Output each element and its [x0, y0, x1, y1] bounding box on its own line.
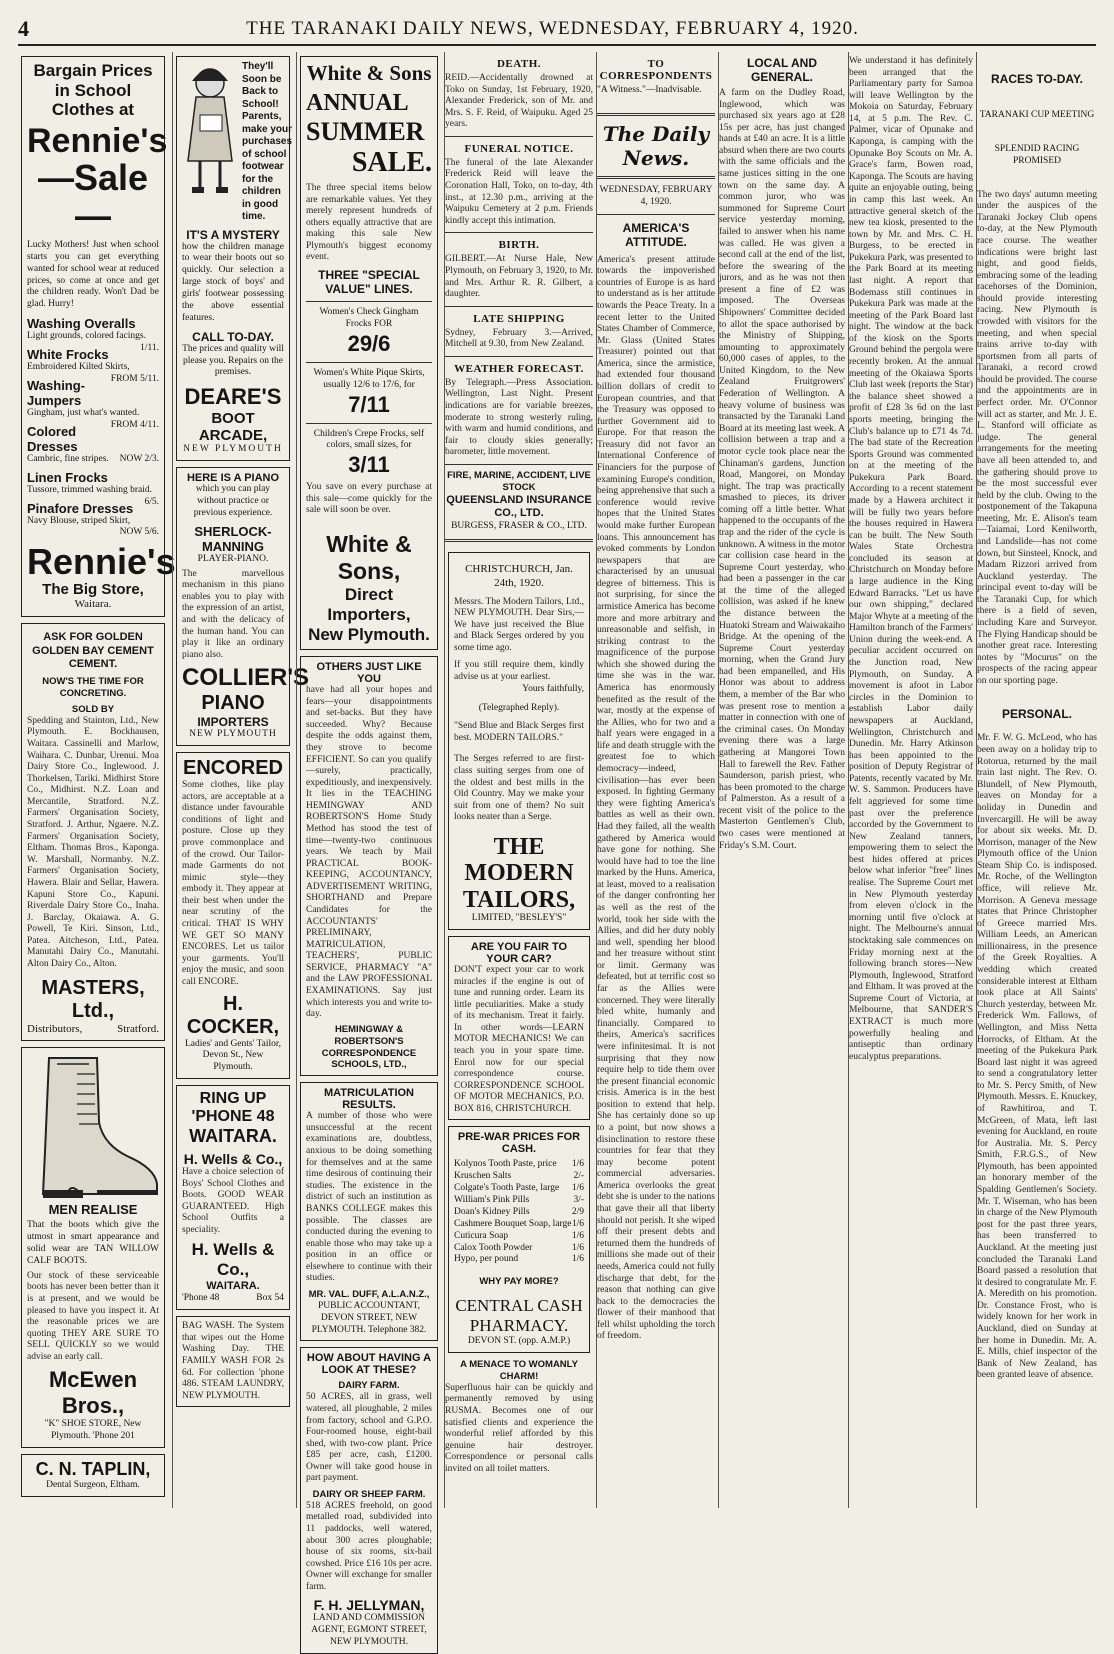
rennies-item-desc: Tussore, trimmed washing braid. 6/5.: [27, 484, 159, 507]
rennies-item-desc: Cambric, fine stripes. NOW 2/3.: [27, 453, 159, 464]
death-heading: DEATH.: [496, 58, 542, 70]
personal-body: Mr. F. W. G. McLeod, who has been away on a holiday trip to Rotorua, returned by the mail train last night. The Rev. O. Blundell, of New Plymouth, leaves on Monday for a holiday in Dunedin and Invercargill. He will be away for about six weeks. Mr. D. Morrison, manager of the New Plymouth office of the Union Steam Ship Co. is indisposed. Mr. Roche, of the Wellington office, will relieve Mr. Morrison. A Geneva message states that Prince Christopher of Greece married Mrs. William Leeds, an American millionairess, in the presence of the Greek Royalties. A wedding which created considerable interest at Eltham took place at All Saints' Church yesterday, between Mr. Frederick Wm. Fallows, of Wellington, and Miss Netta Horrocks, of Eltham. At the meeting of the Pukekura Park Board last night it was agreed to send a congratulatory letter to Mr. S. Percy Smith, of New Plymouth. Messrs. E. Knuckey, of Rawhitiroa, and T. McGreen, of Mata, left last evening for Auckland, en route for Australia. Mr. S. Percy Smith, F.R.G.S., of New Plymouth, has been appointed an honorary member of the Spalding Gentlemen's Society. Mr. T. Wiseman, who has been in charge of the New Plymouth post for the past three years, has been transferred to Auckland. At the meeting just concluded the Taranaki Land Board passed a resolution that it desired to congratulate Mr. F. A. Meredith on his promotion. Dr. Constance Frost, who is widely known for her work in Auckland, died on Sunday at her home in Dunedin. Mr. A. E. Mills, chief inspector of the Bank of New Zealand, has been granted leave of absence.: [977, 733, 1097, 1381]
mcewen-sub: "K" SHOE STORE, New Plymouth. 'Phone 201: [44, 1419, 142, 1442]
white-sons-town: New Plymouth.: [308, 625, 430, 645]
piano-body: The marvellous mechanism in this piano enables you to play with the expression of an artist, and with the delicacy of the human hand. You can play it like an ordinary piano also.: [182, 568, 284, 660]
deares-name: DEARE'S: [184, 384, 282, 410]
menace-body: Superfluous hair can be quickly and permanently removed by using RUSMA. Becomes one of our satisfied clients and experience the wonderful relief afforded by this genuine hair destroyer. Correspondence or personal calls invited on all toilet matters.: [445, 1382, 593, 1474]
call-today: CALL TO-DAY.: [192, 329, 274, 344]
local-general-heading: LOCAL AND GENERAL.: [747, 56, 817, 84]
hemingway-advert: [300, 656, 438, 1076]
rennies-item-name: Colored Dresses: [27, 423, 78, 454]
mcewen-bros: McEwen Bros.,: [48, 1367, 138, 1419]
price-row: Colgate's Tooth Paste, large 1/6: [454, 1183, 584, 1194]
editorial-body: America's present attitude towards the impoverished countries of Europe is as hard to understand as is her attitude towards the Peace Treaty. In a recent letter to the United States Chamber of Commerce, Mr. Glass (United States Treasurer) pointed out that America, since the armistice, had extended four thousand billion dollars of credit to European countries, and that the Treasury was opposed to further Government aid to Europe. For that reason the Treasury did not favor an International Conference of Financiers for the purpose of examining Europe's condition, being apprehensive that such a conference would revive hopes that the United States would make further European loans. This announcement has evoked comments by London newspapers that are characterised by an unusual degree of bitterness. This is not surprising, for since the armistice America has become more and more arbitrary and unreasonable and selfish, in striking contrast to the magnificence of the purpose which she showed during the time she was in the war. America has enormously benefited as the result of the war, mostly at the expense of the Allies, who for two and a half years were engaged in a life and death struggle with the greatest foe to which democracy—indeed, civilisation—has ever been exposed. In fighting Germany they were fighting America's battles as well as their own. Had they failed, all the wealth gathered by America would have gone for nothing. She would have had to toe the line marked by the Huns. America, at least, moved to a realisation of the danger confronting her as well as the rest of the world, took her side with the Allies, and did her duty nobly and well, spending her blood and her treasure without stint or limit. Germany was defeated, but at terrific cost so far as the Allies were concerned. They were literally bled white, humanly and financially. Compared to theirs, America's sacrifices were infinitesimal. It is not surprising that they now require help to tide them over the present financial economic crisis. America is in the best position to extend that help. She has certainly done so up to a point, but now shows a disinclination to restore these countries for fear that they may become potent commercial adversaries. America overlooks the great debt she is under to the nations that gave their all that liberty should not perish. It she wiped off their present debts and returned them the hundreds of millions she made out of their needs, America could not fully discharge that debt, for the reason that nothing can give back to the democracies the flower of their manhood that fell whilst upholding the torch of freedom.: [597, 254, 715, 1342]
deares-town: NEW PLYMOUTH: [183, 444, 283, 455]
dairy-farm: DAIRY FARM.: [338, 1380, 400, 1392]
pharmacy-address: DEVON ST. (opp. A.M.P.): [467, 1336, 571, 1347]
white-sons-name-2: White & Sons,: [326, 531, 412, 585]
colliers-piano: PIANO: [201, 692, 265, 715]
christchurch-dateline: CHRISTCHURCH, Jan. 24th, 1920.: [465, 563, 573, 589]
price-row: Cuticura Soap 1/6: [454, 1230, 584, 1241]
pharmacy-advert: [448, 1126, 590, 1353]
golden-bay-cement-advert: [21, 623, 165, 1041]
bag-wash-advert: [176, 1316, 290, 1407]
column-races-personal: [976, 52, 1097, 1508]
rennies-store-name-2: Rennie's: [27, 541, 176, 583]
schoolgirl-illustration-icon: [182, 61, 238, 201]
call-sub: The prices and quality will please you. Repairs on the premises.: [182, 343, 284, 378]
wells-body: Have a choice selection of Boys' School Clothes and Boots. GOOD WEAR GUARANTEED. High School Outfits a speciality.: [182, 1167, 284, 1236]
sale-outro: You save on every purchase at this sale—come quickly for the sale will soon be over.: [306, 482, 432, 516]
price-list: [454, 1159, 584, 1266]
price-row: Calox Tooth Powder 1/6: [454, 1242, 584, 1253]
stockist-list: Spedding and Stainton, Ltd., New Plymouth. E. Bockhausen, Waitara. Cassinelli and Marlow, Waihara. C. Dunbar, Urenui. Moa Dairy Store Co., Inglewood. J. Thorkelsen, Tariki. Midhirst Store Co., Midhirst. N.Z. Loan and Mercantile, Stratford. N.Z. Farmers' Organisation Society, Stratford. J. Arthur, Ngaere. N.Z. Farmers' Organisation Society, Eltham. Thomas Bros., Kaponga. W. Marshall, Normanby. N.Z. Farmers' Organisation Society, Hawera. Blair and Sellar, Hawera. Kapuni Store Co., Kapuni. Riverdale Dairy Store Co., Inaha. J. Barclay, Okaiawa. A. G. Powell, Te Kiri. Sinson, Ltd., Patea. Aitcheson, Ltd., Patea. Manutahi Dairy Co., Manutahi. Alton Dairy Co., Alton.: [27, 715, 159, 969]
queensland-insurance: QUEENSLAND INSURANCE CO., LTD.: [446, 493, 592, 520]
motor-school-body: DON'T expect your car to work miracles if the engine is out of tune and running order. Learn its little peculiarities. Make a study of its mechanism. Treat it fairly. In other words—LEARN MOTOR MECHANICS! We can teach you in your spare time. Enrol now for our special correspondence course. CORRESPONDENCE SCHOOL OF MOTOR MECHANICS, P.O. BOX 816, CHRISTCHURCH.: [454, 964, 584, 1114]
others-heading: OTHERS JUST LIKE YOU: [316, 661, 422, 686]
mcewen-boots-advert: [21, 1047, 165, 1448]
serges-body: The Serges referred to are first-class suiting serges from one of the oldest and best mills in the Old Country. May we make your suit from one of them? No suit looks neater than a Serge.: [454, 754, 584, 823]
mystery-text: how the children manage to wear their boots out so quickly. Our selection a large stock of boys' and girls' footwear possessing the above essential features.: [182, 241, 284, 323]
column-news-continued: [848, 52, 973, 1508]
masters-footer: Distributors, Stratford.: [27, 1022, 159, 1035]
sherlock-manning: SHERLOCK-MANNING: [194, 523, 272, 554]
death-notice: REID.—Accidentally drowned at Toko on Sunday, 1st February, 1920, Alexander Frederick, son of Mr. and Mrs. S. F. Reid, of Waipuku. Aged 25 years.: [445, 73, 593, 130]
rennies-headline: Bargain Prices in School Clothes at: [33, 61, 153, 120]
colliers-name: COLLIER'S: [182, 664, 310, 692]
local-general-body: A farm on the Dudley Road, Inglewood, which was purchased six years ago at £28 15s per acre, has just changed hands at £40 an acre. It is a little absurd when there are two courts with the same officials and the same justices sitting in the one town on the same day. A common juror, who was summoned for Supreme Court service yesterday morning, failed to answer when his name was called. He was given a second call at the end of the list, before the swearing of the jurors, and as he was not then present a fine of £2 was imposed. The Overseas Shipowners' Committee decided to allot the space authorised by the Ministry of Shipping, amounting to approximately 60,000 cases of apples, to the United Kingdom, to the New Zealand Fruitgrowers' Federation of Wellington. A heavy volume of business was transacted by the Taranaki Land Board at its meeting last week. A collision between a trap and a motor cycle took place near the Chinaman's gardens, Junction Road, Mangorei, on Monday night. The trap was practically smashed to pieces, its driver coming off a little better. What happened to the occupants of the trap and the rider of the cycle is unknown. A witness in the motor car collision case heard in the Supreme Court yesterday, who had been a passenger in the car at the time of the alleged collision, was asked if he knew the distance between the Huatoki Stream and Waiwakaiho Bridge. At the opening of the Supreme Court yesterday morning, when the Grand Jury had been empanelled, and His Honor was about to address them, a member of the Bar who was present rose to mention a matter in connection with one of the criminal cases. On Monday evening there was a large gathering at Mangorei Town Hall to farewell the Rev. Father Saunderson, parish priest, who has been promoted to the charge of Palmerston. As a result of a recent visit of the police to the Masterton Gentlemen's Club, two cases were mentioned at Friday's S.M. Court.: [719, 88, 845, 851]
direct-importers: Direct Importers,: [327, 585, 411, 625]
price-row: Cashmere Bouquet Soap, large 1/6: [454, 1218, 584, 1229]
masthead-title: THE TARANAKI DAILY NEWS, WEDNESDAY, FEBRUARY 4, 1920.: [246, 18, 859, 39]
column-white-sons: [296, 52, 441, 1648]
correspondents-heading: TO CORRESPONDENTS: [599, 58, 713, 82]
bag-wash-body: BAG WASH. The System that wipes out the Home Washing Day. THE FAMILY WASH FOR 2s 6d. For collection 'phone 486. STEAM LAUNDRY, NEW PLYMOUTH.: [182, 1321, 284, 1401]
rennies-item-list: [27, 316, 159, 538]
annual: ANNUAL: [306, 90, 409, 116]
reply-text: "Send Blue and Black Serges first best. MODERN TAILORS.": [454, 721, 584, 743]
special-item-2: Women's White Pique Skirts, usually 12/6 to 17/6, for: [313, 367, 425, 390]
mystery-heading: IT'S A MYSTERY: [186, 227, 280, 242]
price-row: Kolynos Tooth Paste, price 1/6: [454, 1159, 584, 1170]
shipping-heading: LATE SHIPPING: [473, 312, 565, 325]
price-row: Doan's Kidney Pills 2/9: [454, 1206, 584, 1217]
duff-name: MR. VAL. DUFF, A.L.A.N.Z.,: [308, 1288, 430, 1300]
cement-headline: ASK FOR GOLDEN GOLDEN BAY CEMENT CEMENT.: [32, 630, 154, 671]
rennies-intro: Lucky Mothers! Just when school starts you can get everything wanted for school wear at reduced prices, so come at once and get the children ready. Won't Dad be glad. Hurry!: [27, 239, 159, 310]
colliers-importers: IMPORTERS: [197, 715, 269, 730]
rennies-item-desc: Gingham, just what's wanted. FROM 4/11.: [27, 407, 159, 430]
piano-text: which you can play without practice or previous experience.: [193, 484, 273, 518]
sheep-farm: DAIRY OR SHEEP FARM.: [312, 1488, 426, 1500]
hemingway-body: have had all your hopes and fears—your disappointments and set-backs. But they have succeeded. Why? Because despite the odds against them, they strove to become EFFICIENT. So can you qualify—surely, practically, expeditiously, and inexpensively. It lies in the TEACHING HEMINGWAY AND ROBERTSON'S Home Study Method has stood the test of time—twenty-two continuous years. We teach by Mail PRACTICAL BOOK-KEEPING, ACCOUNTANCY, ADVERTISEMENT WRITING, SHORTHAND and Prepare Candidates for the ACCOUNTANTS' PRELIMINARY, MATRICULATION, TEACHERS', PUBLIC SERVICE, PHARMACY "A" and the LAW PROFESSIONAL EXAMINATIONS. Say just which interests you and write to-day.: [306, 685, 432, 1020]
sale-intro: The three special items below are remarkable values. Yet they merely represent hundreds of others equally attractive that are making this sale New Plymouth's biggest economy event.: [306, 183, 432, 263]
correspondents-note: "A Witness."—Inadvisable.: [597, 85, 702, 95]
deares-boot-advert: [176, 56, 293, 461]
masters-ltd: MASTERS, Ltd.,: [41, 976, 145, 1022]
summer: SUMMER: [306, 117, 425, 146]
rennies-item-name: Linen Frocks: [27, 469, 108, 485]
telegraph-reply: (Telegraphed Reply).: [478, 703, 560, 714]
column-rennies: [18, 52, 176, 1508]
races-body: The two days' autumn meeting under the auspices of the Taranaki Jockey Club opens to-day, at the New Plymouth race course. The weather indications were bright last night, and good fields, embracing some of the leading racehorses of the Dominion, should provide interesting racing. New Plymouth is crowded with visitors for the meeting, and when special trains arrive to-day with sportsmen from all parts of Taranaki, a record crowd should be provided. The course and the appointments are in perfect order. Mr. O'Connor will act as starter, and Mr. J. E. L. Stanford will officiate as judge. The general arrangements for the meeting have all been attended to, and the gathering should prove to be the most successful ever held by the club. Owing to the postponement of the Takapuna meeting, Mr. E. Alison's team—Taiamai, Lord Kenilworth, and Landslide—has not come down, but Sinsteel, Knock, and Madam Rizzori arrived from Auckland yesterday. The principal event to-day will be the Taranaki Cup, for which there is a field of seven, including Kare and Surveyor. The Flying Handicap should be another great race. Interesting notes by "Mocurus" on the prospects of the racing appear on our sporting page.: [977, 189, 1097, 686]
page-number: 4: [18, 16, 29, 41]
special-item-1: Women's Check Gingham Frocks FOR: [319, 307, 419, 329]
cocker-sub: Ladies' and Gents' Tailor, Devon St., New Plymouth.: [184, 1038, 282, 1073]
special-price-2: 7/11: [348, 391, 390, 417]
menace-heading: A MENACE TO WOMANLY CHARM!: [460, 1359, 578, 1382]
funeral-notice: The funeral of the late Alexander Frederick Reid will leave the Coronation Hall, Toko, on to-day, 4th inst., at 12.30 p.m., arriving at the Waipuku Cemetery at 2 p.m. Friends kindly accept this intimation.: [445, 157, 593, 226]
men-realise: MEN REALISE: [48, 1202, 138, 1218]
weather-heading: WEATHER FORECAST.: [454, 362, 584, 375]
masthead: [18, 14, 1096, 46]
piano-heading: HERE IS A PIANO: [186, 472, 280, 485]
daily-news-flag: The Daily News.: [602, 121, 710, 170]
rennies-item: [27, 469, 159, 507]
yours-faithfully: Yours faithfully,: [522, 683, 584, 694]
dentist-name: C. N. TAPLIN,: [35, 1459, 151, 1480]
player-piano: PLAYER-PIANO.: [197, 553, 269, 564]
weather-notice: By Telegraph.—Press Association. Wellington, Last Night. Present indications are for variable breezes, moderate to strong westerly ruling, with warm and humid conditions, and fair to cloudy skies generally; barometer, little movement.: [445, 377, 593, 458]
white-sons-sale-advert: [300, 56, 438, 650]
funeral-heading: FUNERAL NOTICE.: [464, 142, 574, 155]
wells-town: WAITARA.: [206, 1279, 260, 1292]
dentist-sub: Dental Surgeon, Eltham.: [46, 1480, 140, 1491]
birth-heading: BIRTH.: [498, 239, 540, 252]
price-row: William's Pink Pills 3/-: [454, 1195, 584, 1206]
wells-name-2: H. Wells & Co.,: [191, 1239, 275, 1279]
hemingway-name: HEMINGWAY & ROBERTSON'S CORRESPONDENCE SCHOOLS, LTD.,: [321, 1023, 417, 1071]
modern-tailors-name: THE MODERN TAILORS,: [462, 833, 576, 913]
motor-school-advert: [448, 936, 590, 1121]
rennies-item-desc: Navy Blouse, striped Skirt, NOW 5/6.: [27, 515, 159, 538]
rennies-item-name: White Frocks: [27, 347, 109, 363]
howabout-heading: HOW ABOUT HAVING A LOOK AT THESE?: [306, 1352, 432, 1377]
boots-text: That the boots which give the utmost in smart appearance and solid wear are TAN WILLOW CALF BOOTS.: [27, 1220, 159, 1266]
tailors-letter: Messrs. The Modern Tailors, Ltd., NEW PLYMOUTH. Dear Sirs,—We have just received the Blue and Black Serges ordered by you some time ago.: [454, 596, 584, 653]
personal-heading: PERSONAL.: [1001, 707, 1072, 722]
cocker-tailor-advert: [176, 752, 290, 1079]
jellyman-advert: [300, 1347, 438, 1654]
rennies-item: [27, 316, 159, 354]
matric-heading: MATRICULATION RESULTS.: [323, 1087, 415, 1112]
queensland-agents: BURGESS, FRASER & CO., LTD.: [451, 521, 587, 532]
deares-arcade: BOOT ARCADE,: [198, 410, 268, 445]
special-price-3: 3/11: [348, 452, 390, 478]
wells-advert: [176, 1085, 290, 1310]
column-boots-pianos: [172, 52, 310, 1508]
why-pay-more: WHY PAY MORE?: [479, 1276, 559, 1288]
encored: ENCORED: [182, 757, 283, 780]
editorial-headline: AMERICA'S ATTITUDE.: [622, 220, 690, 249]
shipping-notice: Sydney, February 3.—Arrived, Mitchell at 9.30, from New Zealand.: [445, 327, 593, 350]
rennies-item-name: Pinafore Dresses: [27, 500, 134, 516]
colliers-town: NEW PLYMOUTH: [189, 729, 277, 740]
ring-up: RING UP 'PHONE 48: [191, 1090, 275, 1126]
encored-body: Some clothes, like play actors, are acceptable at a distance under favourable conditions of light and posture. Close up they prove commonplace and of the crowd. Our Tailor-made Garments do not mimic style—they embody it. They appear at their best when under the near scrutiny of the critical. THAT IS WHY WE GET SO MANY ENCORES. Let us tailor your garments. You'll enjoy the music, and soon call ENCORE.: [182, 780, 284, 987]
editorial-dateline: WEDNESDAY, FEBRUARY 4, 1920.: [599, 184, 713, 207]
dairy-body: 50 ACRES, all in grass, well watered, all ploughable, 2 miles from factory, school and G.P.O. Four-roomed house, eight-bail shed, with two-cow plant. Price £85 per acre, cash, £1200. Owner will take good house in part payment.: [306, 1392, 432, 1484]
rennies-item: [27, 500, 159, 538]
price-row: Kruschen Salts 2/-: [454, 1171, 584, 1182]
cement-sold-by: SOLD BY: [71, 703, 115, 715]
rennies-store-name: Rennie's: [27, 121, 168, 160]
birth-notice: GILBERT.—At Nurse Hale, New Plymouth, on February 3, 1920, to Mr. and Mrs. Arthur R. R. Gilbert, a daughter.: [445, 254, 593, 300]
cement-subhead: NOW'S THE TIME FOR CONCRETING.: [42, 676, 144, 700]
sale: SALE.: [351, 147, 432, 178]
news-body: We understand it has definitely been arranged that the Parliamentary party for Samoa will leave Wellington by the Mokoia on Saturday, February 14, at 5 p.m. The Rev. C. Palmer, vicar of Opunake and Kaponga, is camping with the Opunake Boy Scouts on Mr. A. Grace's farm, Bowen road, Kaponga. The Scouts are having quite an enjoyable outing, being in camp this last week. An attractive general sketch of the new tea kiosk, presented to the town by Mr. and Mrs. C. H. Burgess, to be erected in Pukekura Park, was presented to the Park Board at its meeting last night. A report that Bodemass still continues in Pukekura Park was made at the meeting of the Park Board last night. The window at the back of the kiosk on the Sports Ground behind the pergola were recently broken. At the annual meeting of the Okaiawa Sports Club last week (reports the Star) the balance sheet showed a profit of £28 3s 6d on the last sports meeting, bringing the Club's balance up to £71 4s 7d. The bad state of the Recreation Sports Ground was commented on at the meeting of the Pukekura Park Board. According to a recent statement made by a Hawera architect it will be fully two years before the houses required in Hawera can be built. The New South Wales State Orchestra concluded its season at Christchurch on Monday before a large audience in the King Edward Barracks. "Let us have our own shipping," declared Major Whyte at a meeting of the Hamilton branch of the Farmers' Union during the week-end. A peculiar accident occurred on the Junction road, New Plymouth, on Sunday. A movement is afoot in Labor circles in the Dominion to establish Labor daily newspapers at Auckland, Wellington, Christchurch and Dunedin. Mr. Harry Atkinson has been appointed to the position of Deputy Registrar of Patents, recently vacated by Mr. W. S. Sammon. Producers have felt aggrieved for some time past over the preference accorded by the Government to New Zealand tanners, empowering them to select the best hides offered at prices below what inferior "free" lines realise. The Supreme Court met in New Plymouth yesterday from eleven o'clock in the morning until five o'clock at night. The Melbourne's annual stocktaking sale commences on Friday morning next at the following branch stores—New Plymouth, Inglewood, Stratford and Eltham. It was proved at the Supreme Court of Victoria, at Melbourne, that SANDER'S EXTRACT is much more powerfully healing and antiseptic than ordinary eucalyptus preparations.: [849, 56, 973, 1062]
rennies-town: Waitara.: [74, 598, 112, 611]
rennies-sale-label: —Sale—: [37, 157, 149, 237]
ring-waitara: WAITARA.: [189, 1126, 277, 1147]
matric-body: A number of those who were unsuccessful at the recent examinations are, doubtless, anxious to be doing something for themselves and at the same time desirous of continuing their studies. The existence in the district of such an institution as BANKS COLLEGE makes this possible. The classes are conducted during the evening to enable those who may take up a position in an office or elsewhere to continue with their studies.: [306, 1111, 432, 1284]
races-heading: RACES TO-DAY.: [990, 72, 1084, 86]
wells-contact: 'Phone 48 Box 54: [182, 1293, 284, 1304]
special-value-lines: THREE "SPECIAL VALUE" LINES.: [318, 268, 420, 297]
rennies-sale-advert: [21, 56, 176, 617]
fair-to-car: ARE YOU FAIR TO YOUR CAR?: [470, 940, 568, 965]
boot-advert-top: [182, 61, 293, 224]
special-item-3: Children's Crepe Frocks, self colors, small sizes, for: [313, 428, 425, 451]
rennies-item-desc: Light grounds, colored facings. 1/11.: [27, 331, 159, 354]
cup-meeting: TARANAKI CUP MEETING: [979, 110, 1095, 120]
modern-tailors-limited: LIMITED, "BESLEY'S": [471, 913, 567, 924]
special-price-1: 29/6: [347, 330, 391, 356]
boot-note: They'll Soon be Back to School! Parents, make your purchases of school footwear for the children in good time.: [242, 61, 293, 222]
column-editorial: [596, 52, 715, 1508]
boot-illustration-icon: [27, 1052, 163, 1202]
colliers-piano-advert: [176, 467, 310, 746]
splendid-racing: SPLENDID RACING PROMISED: [994, 143, 1080, 166]
price-row: Hypo, per pound 1/6: [454, 1254, 584, 1265]
cocker-name: H. COCKER,: [186, 992, 280, 1038]
duff-sub: PUBLIC ACCOUNTANT, DEVON STREET, NEW PLYMOUTH. Telephone 382.: [311, 1300, 427, 1335]
matriculation-advert: [300, 1082, 438, 1341]
tailors-letter-2: If you still require them, kindly advise us at your earliest.: [454, 660, 584, 682]
column-local-general: [718, 52, 845, 1508]
sheep-body: 518 ACRES freehold, on good metalled road, subdivided into 11 paddocks, well watered, about 300 acres ploughable; house of six rooms, six-bail cowshed. Price £16 10s per acre. Owner will exchange for smaller farm.: [306, 1500, 432, 1592]
column-notices: [444, 52, 593, 1508]
white-sons-name: White & Sons: [306, 61, 432, 85]
jellyman-name: F. H. JELLYMAN,: [313, 1597, 425, 1614]
taplin-dentist-advert: [21, 1454, 165, 1497]
fire-marine: FIRE, MARINE, ACCIDENT, LIVE STOCK: [447, 469, 591, 493]
rennies-item-name: Washing Overalls: [27, 316, 136, 332]
rennies-tagline: The Big Store,: [42, 581, 144, 599]
rennies-item-desc: Embroidered Kilted Skirts, FROM 5/11.: [27, 362, 159, 384]
boots-body: Our stock of these serviceable boots has never been better than it is at present, and we would be pleased to have you inspect it. At the reasonable prices we are quoting THEY ARE SURE TO SELL QUICKLY so we would advise an early call.: [27, 1270, 159, 1362]
central-pharmacy: CENTRAL CASH PHARMACY.: [455, 1296, 583, 1336]
rennies-item-name: Washing-Jumpers: [27, 377, 86, 408]
modern-tailors-advert: [448, 552, 590, 930]
jellyman-sub: LAND AND COMMISSION AGENT, EGMONT STREET, NEW PLYMOUTH.: [311, 1613, 427, 1648]
prewar-heading: PRE-WAR PRICES FOR CASH.: [457, 1131, 581, 1156]
wells-name: H. Wells & Co.,: [183, 1151, 283, 1168]
